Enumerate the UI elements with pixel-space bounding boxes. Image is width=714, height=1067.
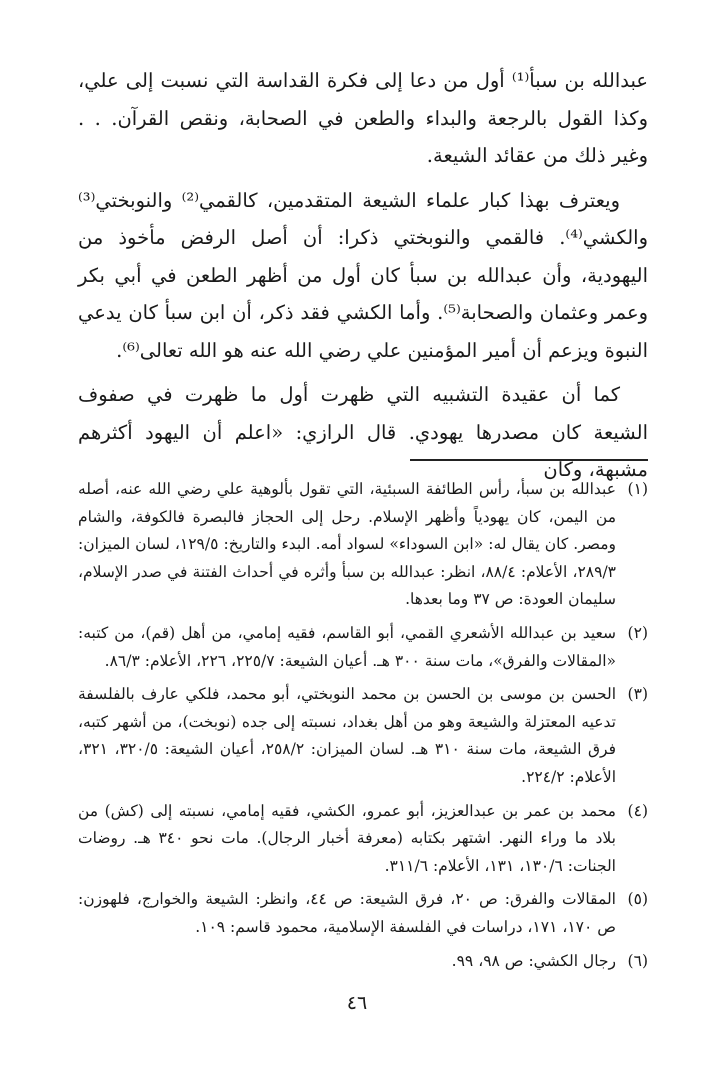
footnote-text: عبدالله بن سبأ، رأس الطائفة السبئية، التي تقول بألوهية علي رضي الله عنه، أصله من اليمن، كان يهودياً وأظهر الإسلام. رحل إلى الحجاز فالبصرة فالكوفة، والشام ومصر. كان يقال له: «ابن السوداء» لسواد أمه. البدء والتاريخ: ١٢٩/٥، لسان الميزان: ٢٨٩/٣، الأعلام: ٨٨/٤، انظر: عبدالله بن سبأ وأثره في أحداث الفتنة في صدر الإسلام، سليمان العودة: ص ٣٧ وما بعدها. — [78, 480, 616, 609]
footnote-1 — [78, 476, 648, 614]
footnote-text: الحسن بن موسى بن الحسن بن محمد النوبختي، أبو محمد، فلكي عارف بالفلسفة تدعيه المعتزلة والشيعة وهو من أهل بغداد، نسبته إلى جده (نوبخت)، من أشهر كتبه، فرق الشيعة، مات سنة ٣١٠ هـ. لسان الميزان: ٢٥٨/٢، أعيان الشيعة: ٣٢٠/٥، ٣٢١، الأعلام: ٢٢٤/٢. — [78, 685, 616, 786]
footnotes — [78, 476, 648, 981]
footnote-number: (١) — [627, 480, 648, 498]
paragraph-1: عبدالله بن سبأ⁽¹⁾ أول من دعا إلى فكرة القداسة التي نسبت إلى علي، وكذا القول بالرجعة والبداء والطعن في الصحابة، ونقص القرآن. . . وغير ذلك من عقائد الشيعة. — [78, 69, 648, 167]
page-number: ٤٦ — [346, 992, 368, 1014]
footnote-5 — [78, 886, 648, 941]
paragraph-2: ويعترف بهذا كبار علماء الشيعة المتقدمين، كالقمي⁽²⁾ والنوبختي⁽³⁾ والكشي⁽⁴⁾. فالقمي والنوبختي ذكرا: أن أصل الرفض مأخوذ من اليهودية، وأن عبدالله بن سبأ كان أول من أظهر الطعن في أبي بكر وعمر وعثمان والصحابة⁽⁵⁾. وأما الكشي فقد ذكر، أن ابن سبأ كان يدعي النبوة ويزعم أن أمير المؤمنين علي رضي الله عنه هو الله تعالى⁽⁶⁾. — [78, 188, 648, 362]
footnote-number: (٥) — [627, 890, 648, 909]
paragraph-3: كما أن عقيدة التشبيه التي ظهرت أول ما ظهرت في صفوف الشيعة كان مصدرها يهودي. قال الرازي: «اعلم أن اليهود أكثرهم مشبهة، وكان — [78, 383, 648, 481]
footnote-text: رجال الكشي: ص ٩٨، ٩٩. — [451, 951, 616, 970]
footnote-6 — [78, 948, 648, 976]
footnote-4 — [78, 798, 648, 881]
footnote-number: (٣) — [627, 685, 648, 704]
footnote-text: محمد بن عمر بن عبدالعزيز، أبو عمرو، الكشي، فقيه إمامي، نسبته إلى (كش) من بلاد ما وراء النهر. اشتهر بكتابه (معرفة أخبار الرجال). مات نحو ٣٤٠ هـ. روضات الجنات: ١٣٠/٦، ١٣١، الأعلام: ٣١١/٦. — [78, 801, 616, 875]
footnote-text: المقالات والفرق: ص ٢٠، فرق الشيعة: ص ٤٤، وانظر: الشيعة والخوارج، فلهوزن: ص ١٧٠، ١٧١، دراسات في الفلسفة الإسلامية، محمود قاسم: ١٠٩. — [78, 890, 616, 936]
footnote-text: سعيد بن عبدالله الأشعري القمي، أبو القاسم، فقيه إمامي، من أهل (قم)، من كتبه: «المقالات والفرق»، مات سنة ٣٠٠ هـ. أعيان الشيعة: ٢٢٥/٧، ٢٢٦، الأعلام: ٨٦/٣. — [78, 623, 616, 670]
main-text — [78, 62, 648, 489]
footnote-number: (٦) — [627, 951, 648, 970]
footnote-number: (٤) — [627, 801, 648, 820]
footnote-2 — [78, 620, 648, 675]
footnote-3 — [78, 681, 648, 791]
footnote-divider — [410, 459, 648, 461]
footnote-number: (٢) — [627, 623, 648, 642]
